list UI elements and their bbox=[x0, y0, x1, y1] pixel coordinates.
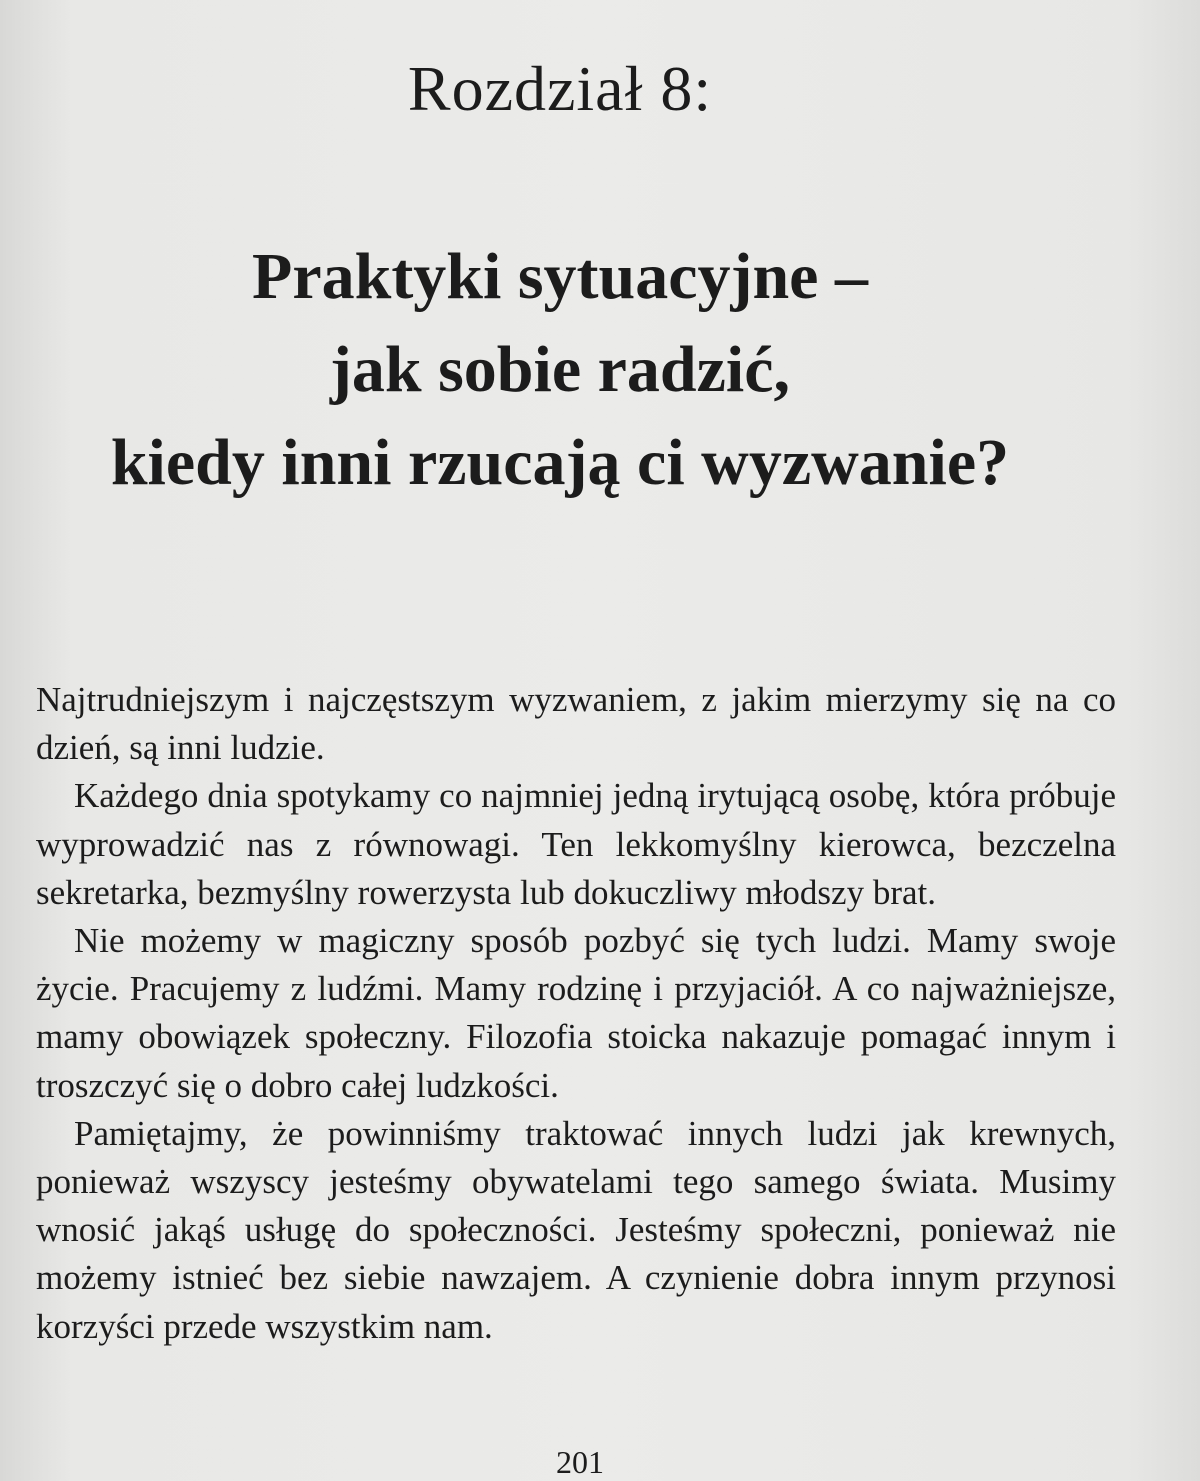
paragraph-2: Każdego dnia spotykamy co najmniej jedną irytującą osobę, która próbuje wyprowadzić nas z równowagi. Ten lekkomyślny kierowca, bezczelna sekretarka, bezmyślny rowerzysta lub dokuczliwy młodszy brat. bbox=[36, 776, 1116, 912]
paragraph-4: Pamiętajmy, że powinniśmy traktować innych ludzi jak krewnych, ponieważ wszyscy jesteśmy obywatelami tego samego świata. Musimy wnosić jakąś usługę do społeczności. Jesteśmy społeczni, ponieważ nie możemy istnieć bez siebie nawzajem. A czynienie dobra innym przynosi korzyści przede wszystkim nam. bbox=[36, 1113, 1116, 1346]
body-text bbox=[36, 676, 1116, 1351]
paragraph-1: Najtrudniejszym i najczęstszym wyzwaniem, z jakim mierzymy się na co dzień, są inni ludzie. bbox=[36, 680, 1116, 768]
chapter-title-line-1: Praktyki sytuacyjne – bbox=[252, 240, 868, 313]
page-number: 201 bbox=[556, 1444, 604, 1480]
chapter-title bbox=[0, 230, 1120, 509]
chapter-title-line-3: kiedy inni rzucają ci wyzwanie? bbox=[110, 426, 1010, 499]
chapter-number: Rozdział 8: bbox=[407, 53, 713, 124]
paragraph-3: Nie możemy w magiczny sposób pozbyć się tych ludzi. Mamy swoje życie. Pracujemy z ludźmi. Mamy rodzinę i przyjaciół. A co najważniejsze, mamy obowiązek społeczny. Filozofia stoicka nakazuje pomagać innym i troszczyć się o dobro całej ludzkości. bbox=[36, 921, 1116, 1105]
chapter-title-line-2: jak sobie radzić, bbox=[329, 333, 791, 406]
